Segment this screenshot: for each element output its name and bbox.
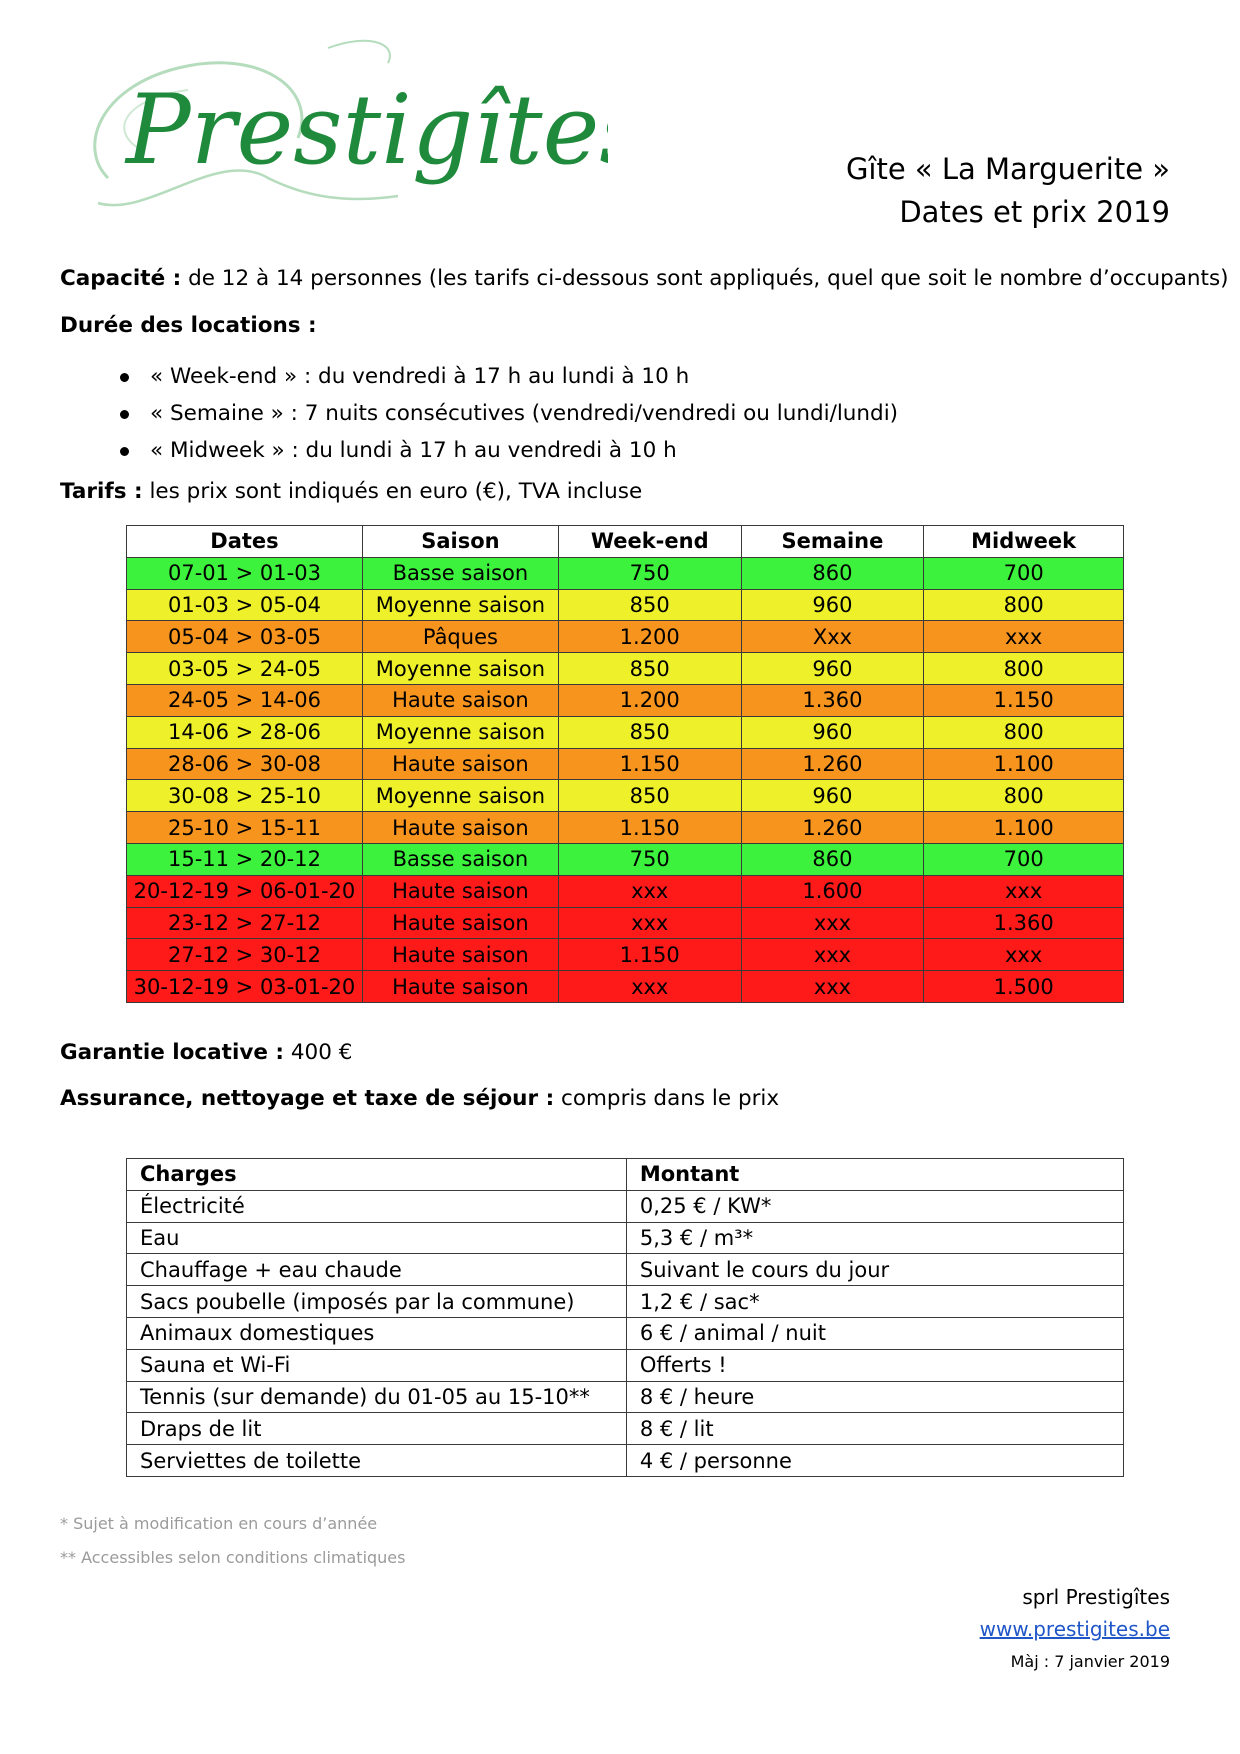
- table-cell: 6 € / animal / nuit: [626, 1317, 1123, 1349]
- column-header: Saison: [362, 526, 558, 558]
- table-row: [127, 684, 1124, 716]
- table-row: [127, 1349, 1124, 1381]
- table-cell: 800: [924, 716, 1124, 748]
- table-cell: 0,25 € / KW*: [626, 1190, 1123, 1222]
- footer-company: sprl Prestigîtes: [1022, 1585, 1170, 1609]
- table-cell: 1.150: [558, 939, 741, 971]
- footer-website-wrap: [980, 1617, 1170, 1641]
- list-item: [120, 436, 898, 473]
- table-row: [127, 589, 1124, 621]
- table-cell: 03-05 > 24-05: [127, 653, 363, 685]
- table-cell: Moyenne saison: [362, 653, 558, 685]
- table-cell: Chauffage + eau chaude: [127, 1254, 627, 1286]
- table-cell: 800: [924, 589, 1124, 621]
- table-cell: 1.360: [924, 907, 1124, 939]
- table-cell: Haute saison: [362, 748, 558, 780]
- footnote-climate: ** Accessibles selon conditions climatiques: [60, 1548, 406, 1567]
- table-cell: 700: [924, 557, 1124, 589]
- insurance-line: [60, 1086, 779, 1111]
- table-cell: Moyenne saison: [362, 780, 558, 812]
- table-cell: 1.150: [924, 684, 1124, 716]
- table-cell: 850: [558, 589, 741, 621]
- table-row: [127, 939, 1124, 971]
- table-cell: Serviettes de toilette: [127, 1445, 627, 1477]
- table-cell: 20-12-19 > 06-01-20: [127, 875, 363, 907]
- table-cell: Suivant le cours du jour: [626, 1254, 1123, 1286]
- table-cell: 1.100: [924, 748, 1124, 780]
- list-item-text: « Midweek » : du lundi à 17 h au vendredi à 10 h: [150, 438, 677, 463]
- table-cell: 1.260: [741, 748, 924, 780]
- guarantee-line: [60, 1040, 352, 1065]
- table-cell: xxx: [741, 939, 924, 971]
- table-cell: Haute saison: [362, 875, 558, 907]
- table-cell: 1.260: [741, 812, 924, 844]
- table-row: [127, 1254, 1124, 1286]
- charges-table-body: [127, 1190, 1124, 1476]
- table-cell: 14-06 > 28-06: [127, 716, 363, 748]
- table-cell: xxx: [558, 971, 741, 1003]
- bullet-icon: [120, 373, 129, 382]
- price-table-header: [127, 526, 1124, 558]
- table-cell: Sauna et Wi-Fi: [127, 1349, 627, 1381]
- table-cell: Animaux domestiques: [127, 1317, 627, 1349]
- table-cell: 960: [741, 589, 924, 621]
- table-cell: Moyenne saison: [362, 716, 558, 748]
- column-header: Charges: [127, 1159, 627, 1191]
- table-row: [127, 557, 1124, 589]
- bullet-icon: [120, 410, 129, 419]
- table-cell: Moyenne saison: [362, 589, 558, 621]
- table-cell: 24-05 > 14-06: [127, 684, 363, 716]
- capacity-label: Capacité :: [60, 266, 182, 291]
- table-cell: xxx: [924, 875, 1124, 907]
- table-cell: 960: [741, 653, 924, 685]
- duration-list: [120, 362, 898, 473]
- table-row: [127, 653, 1124, 685]
- table-row: [127, 748, 1124, 780]
- table-cell: Sacs poubelle (imposés par la commune): [127, 1286, 627, 1318]
- table-cell: Tennis (sur demande) du 01-05 au 15-10**: [127, 1381, 627, 1413]
- table-cell: 23-12 > 27-12: [127, 907, 363, 939]
- price-table-body: [127, 557, 1124, 1002]
- column-header: Dates: [127, 526, 363, 558]
- capacity-text: de 12 à 14 personnes (les tarifs ci-dessous sont appliqués, quel que soit le nombre d’occupants): [181, 266, 1229, 291]
- tarifs-label: Tarifs :: [60, 479, 143, 504]
- column-header: Week-end: [558, 526, 741, 558]
- column-header: Semaine: [741, 526, 924, 558]
- list-item-text: « Semaine » : 7 nuits consécutives (vendredi/vendredi ou lundi/lundi): [150, 401, 899, 426]
- table-row: [127, 1317, 1124, 1349]
- table-cell: 750: [558, 843, 741, 875]
- table-cell: 750: [558, 557, 741, 589]
- column-header: Montant: [626, 1159, 1123, 1191]
- table-cell: 800: [924, 653, 1124, 685]
- duration-label: Durée des locations :: [60, 313, 317, 338]
- table-cell: Pâques: [362, 621, 558, 653]
- guarantee-text: 400 €: [284, 1040, 353, 1065]
- table-cell: Haute saison: [362, 971, 558, 1003]
- tarifs-text: les prix sont indiqués en euro (€), TVA incluse: [142, 479, 643, 504]
- list-item: [120, 399, 898, 436]
- table-row: [127, 843, 1124, 875]
- tarifs-line: [60, 479, 642, 504]
- table-cell: 30-08 > 25-10: [127, 780, 363, 812]
- table-row: [127, 621, 1124, 653]
- table-row: [127, 812, 1124, 844]
- table-cell: 25-10 > 15-11: [127, 812, 363, 844]
- document-heading: [846, 148, 1170, 234]
- insurance-text: compris dans le prix: [554, 1086, 780, 1111]
- heading-subtitle: Dates et prix 2019: [899, 195, 1170, 229]
- table-cell: 800: [924, 780, 1124, 812]
- table-cell: 8 € / heure: [626, 1381, 1123, 1413]
- heading-title: Gîte « La Marguerite »: [845, 152, 1170, 186]
- footnote-modification: * Sujet à modification en cours d’année: [60, 1514, 378, 1533]
- charges-table: [126, 1158, 1124, 1477]
- table-cell: 850: [558, 716, 741, 748]
- table-cell: 5,3 € / m³*: [626, 1222, 1123, 1254]
- table-cell: Offerts !: [626, 1349, 1123, 1381]
- list-item-text: « Week-end » : du vendredi à 17 h au lundi à 10 h: [150, 364, 690, 389]
- table-cell: 1.500: [924, 971, 1124, 1003]
- table-row: [127, 875, 1124, 907]
- table-cell: Haute saison: [362, 684, 558, 716]
- price-table: [126, 525, 1124, 1003]
- table-cell: 27-12 > 30-12: [127, 939, 363, 971]
- table-cell: xxx: [741, 907, 924, 939]
- table-cell: xxx: [558, 907, 741, 939]
- table-cell: Eau: [127, 1222, 627, 1254]
- table-row: [127, 971, 1124, 1003]
- table-row: [127, 1381, 1124, 1413]
- footer-updated: Màj : 7 janvier 2019: [1010, 1652, 1170, 1671]
- table-cell: 960: [741, 716, 924, 748]
- table-cell: 860: [741, 557, 924, 589]
- table-cell: 15-11 > 20-12: [127, 843, 363, 875]
- table-cell: Électricité: [127, 1190, 627, 1222]
- website-link[interactable]: www.prestigites.be: [979, 1617, 1170, 1641]
- table-row: [127, 1286, 1124, 1318]
- table-cell: 1.150: [558, 748, 741, 780]
- table-cell: 850: [558, 653, 741, 685]
- charges-table-header: [127, 1159, 1124, 1191]
- table-cell: 01-03 > 05-04: [127, 589, 363, 621]
- prestigites-logo: [68, 28, 608, 228]
- capacity-line: [60, 266, 1229, 291]
- table-cell: 700: [924, 843, 1124, 875]
- duration-heading: [60, 313, 317, 338]
- table-cell: 960: [741, 780, 924, 812]
- table-row: [127, 1222, 1124, 1254]
- bullet-icon: [120, 447, 129, 456]
- table-cell: 850: [558, 780, 741, 812]
- table-cell: xxx: [558, 875, 741, 907]
- table-cell: 07-01 > 01-03: [127, 557, 363, 589]
- table-row: [127, 1413, 1124, 1445]
- logo-graphic: [68, 28, 608, 228]
- guarantee-label: Garantie locative :: [60, 1040, 285, 1065]
- table-row: [127, 780, 1124, 812]
- table-cell: Basse saison: [362, 843, 558, 875]
- table-cell: 860: [741, 843, 924, 875]
- table-cell: 1.150: [558, 812, 741, 844]
- table-cell: Haute saison: [362, 907, 558, 939]
- table-cell: xxx: [741, 971, 924, 1003]
- list-item: [120, 362, 898, 399]
- table-cell: 8 € / lit: [626, 1413, 1123, 1445]
- logo-text: Prestigîtes: [126, 74, 608, 186]
- table-cell: Basse saison: [362, 557, 558, 589]
- table-cell: 1.360: [741, 684, 924, 716]
- table-cell: xxx: [924, 621, 1124, 653]
- table-cell: Xxx: [741, 621, 924, 653]
- column-header: Midweek: [924, 526, 1124, 558]
- table-cell: 1.600: [741, 875, 924, 907]
- table-cell: Draps de lit: [127, 1413, 627, 1445]
- table-cell: 1.200: [558, 621, 741, 653]
- table-row: [127, 1445, 1124, 1477]
- table-cell: 4 € / personne: [626, 1445, 1123, 1477]
- table-row: [127, 907, 1124, 939]
- table-cell: 05-04 > 03-05: [127, 621, 363, 653]
- table-cell: Haute saison: [362, 812, 558, 844]
- table-row: [127, 716, 1124, 748]
- table-cell: 30-12-19 > 03-01-20: [127, 971, 363, 1003]
- table-cell: 28-06 > 30-08: [127, 748, 363, 780]
- insurance-label: Assurance, nettoyage et taxe de séjour :: [60, 1086, 555, 1111]
- table-cell: Haute saison: [362, 939, 558, 971]
- table-cell: xxx: [924, 939, 1124, 971]
- table-row: [127, 1190, 1124, 1222]
- table-cell: 1.200: [558, 684, 741, 716]
- table-cell: 1,2 € / sac*: [626, 1286, 1123, 1318]
- table-cell: 1.100: [924, 812, 1124, 844]
